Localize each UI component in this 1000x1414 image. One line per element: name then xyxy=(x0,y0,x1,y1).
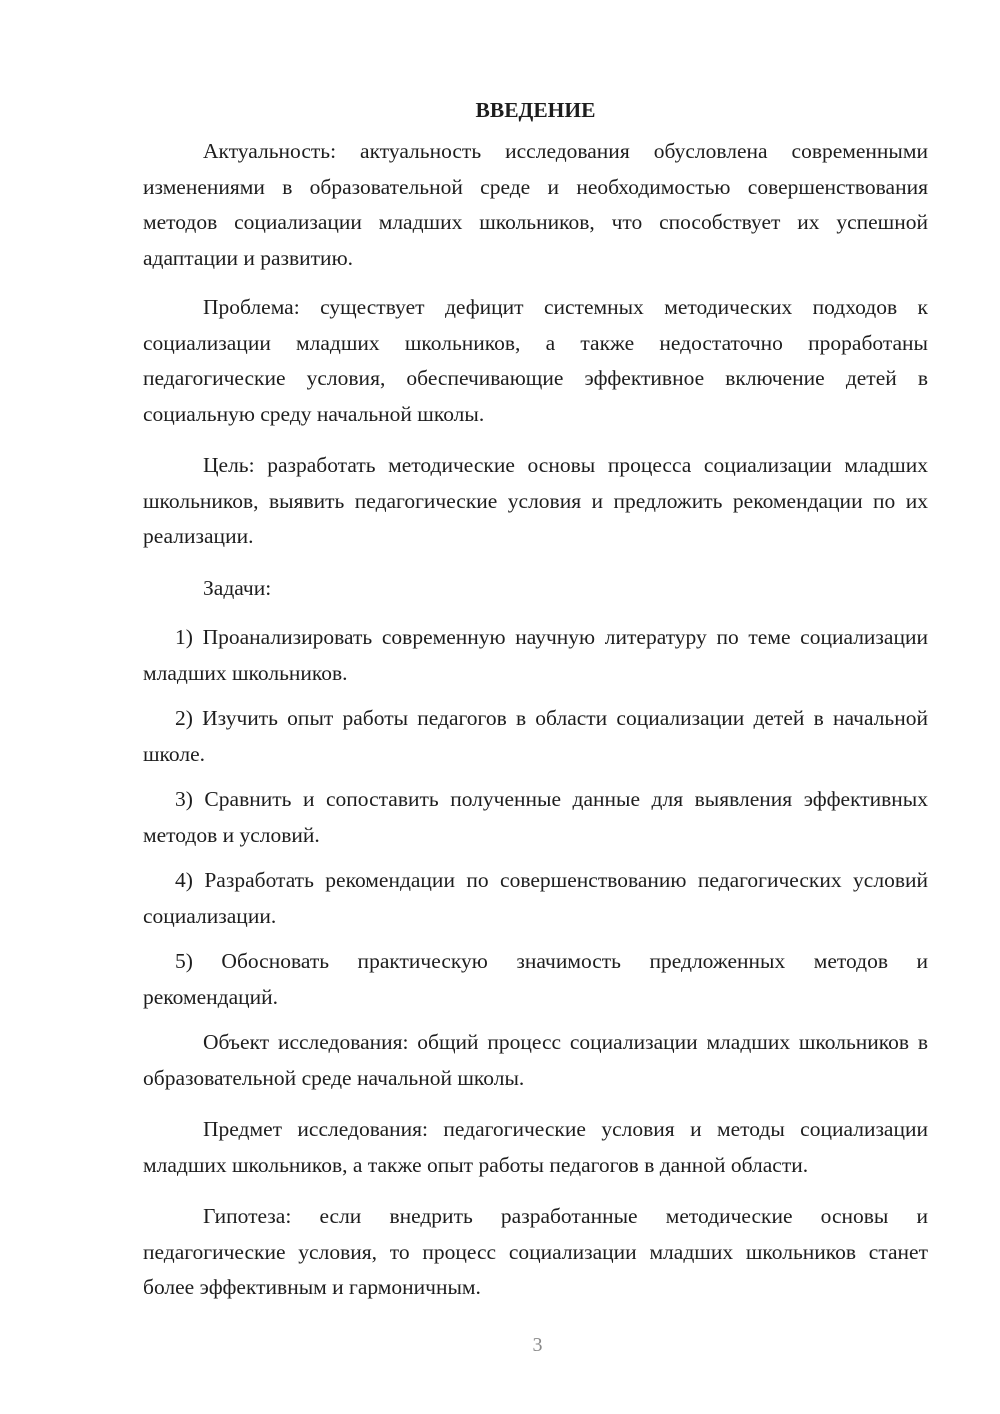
hypothesis-paragraph: Гипотеза: если внедрить разработанные методические основы и педагогические условия, то процесс социализации младших школьников станет более эффективным и гармоничным. xyxy=(143,1204,928,1299)
goal-paragraph: Цель: разработать методические основы процесса социализации младших школьников, выявить педагогические условия и предложить рекомендации по их реализации. xyxy=(143,453,928,548)
relevance-paragraph: Актуальность: актуальность исследования обусловлена современными изменениями в образовательной среде и необходимостью совершенствования методов социализации младших школьников, что способствует их успешной адаптации и развитию. xyxy=(143,139,928,270)
page-title: ВВЕДЕНИЕ xyxy=(475,98,596,122)
problem-paragraph: Проблема: существует дефицит системных методических подходов к социализации младших школьников, а также недостаточно проработаны педагогические условия, обеспечивающие эффективное включение детей в социальную среду начальной школы. xyxy=(143,295,928,426)
object-paragraph: Объект исследования: общий процесс социализации младших школьников в образовательной среде начальной школы. xyxy=(143,1030,928,1090)
page-number: 3 xyxy=(532,1334,543,1356)
task-item-3: 3) Сравнить и сопоставить полученные данные для выявления эффективных методов и условий. xyxy=(143,787,928,847)
page-content xyxy=(143,92,928,1322)
task-item-4: 4) Разработать рекомендации по совершенствованию педагогических условий социализации. xyxy=(143,868,928,928)
task-item-5: 5) Обосновать практическую значимость предложенных методов и рекомендаций. xyxy=(143,949,928,1009)
subject-paragraph: Предмет исследования: педагогические условия и методы социализации младших школьников, а также опыт работы педагогов в данной области. xyxy=(143,1117,928,1177)
task-item-1: 1) Проанализировать современную научную литературу по теме социализации младших школьников. xyxy=(143,625,928,685)
tasks-heading: Задачи: xyxy=(203,575,272,600)
task-item-2: 2) Изучить опыт работы педагогов в области социализации детей в начальной школе. xyxy=(143,706,928,766)
